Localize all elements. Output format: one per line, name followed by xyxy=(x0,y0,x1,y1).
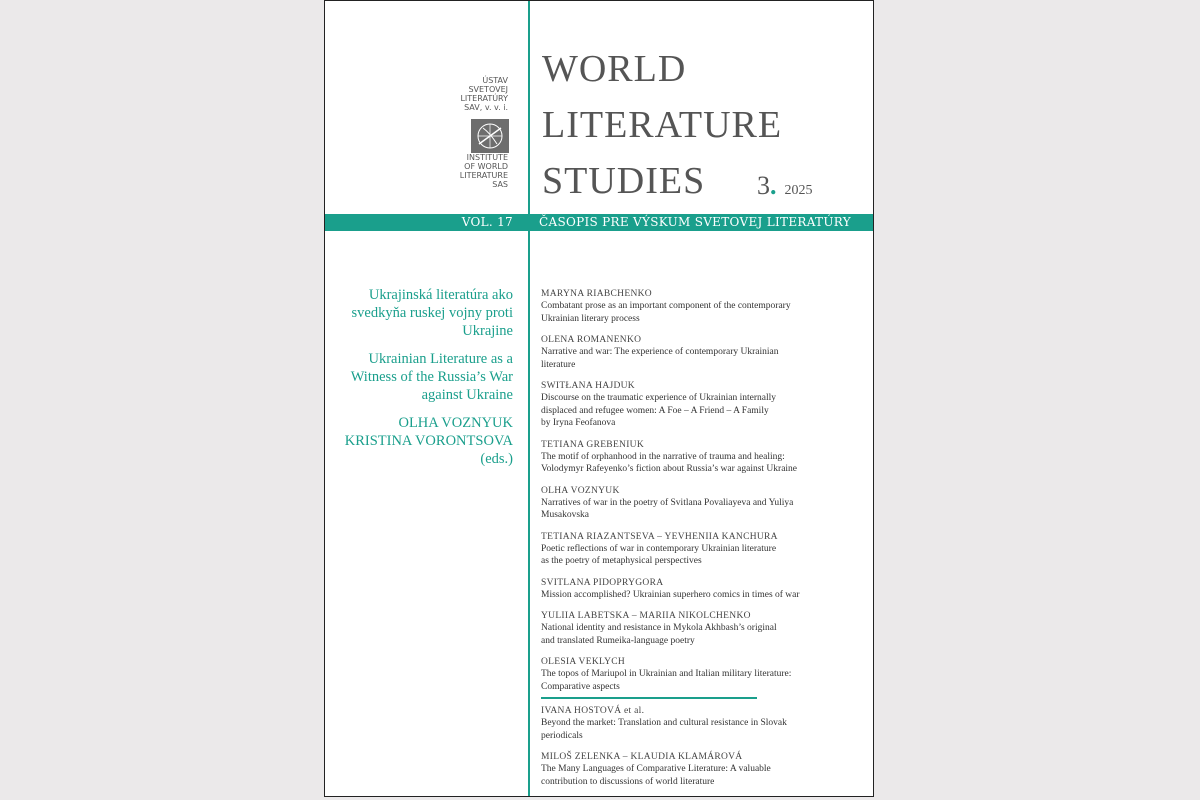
toc-title: The topos of Mariupol in Ukrainian and Italian military literature: Comparative aspects xyxy=(541,669,792,692)
institute-line: SAV, v. v. i. xyxy=(464,103,508,112)
toc-title: Beyond the market: Translation and cultural resistance in Slovak periodicals xyxy=(541,718,787,741)
institute-line: SAS xyxy=(492,180,508,189)
institute-line: LITERATÚRY xyxy=(460,94,508,103)
toc-entry xyxy=(541,485,841,522)
vertical-rule xyxy=(528,1,530,796)
title-band xyxy=(325,214,873,231)
title-line: LITERATURE xyxy=(542,104,783,146)
toc-title: The motif of orphanhood in the narrative of trauma and healing: Volodymyr Rafeyenko’s fiction about Russia’s war against Ukraine xyxy=(541,451,798,474)
institute-name-sk xyxy=(460,76,508,112)
section-divider xyxy=(541,697,757,699)
toc-entry xyxy=(541,577,841,602)
toc-entry xyxy=(541,531,841,568)
issue-dot: . xyxy=(770,171,777,200)
toc-author: OLENA ROMANENKO xyxy=(541,335,642,345)
title-line: WORLD xyxy=(542,48,687,90)
theme-block xyxy=(323,286,513,478)
toc-title: Narratives of war in the poetry of Svitlana Povaliayeva and Yuliya Musakovska xyxy=(541,497,794,520)
issue-label xyxy=(757,171,813,201)
issue-year: 2025 xyxy=(784,183,813,198)
theme-editors: OLHA VOZNYUK KRISTINA VORONTSOVA (eds.) xyxy=(344,415,513,467)
toc-entry xyxy=(541,380,841,430)
institute-line: LITERATURE xyxy=(459,171,508,180)
toc-author: TETIANA GREBENIUK xyxy=(541,439,644,450)
toc-author: SWITŁANA HAJDUK xyxy=(541,381,635,391)
toc-title: National identity and resistance in Mykola Akhbash’s original and translated Rumeika-language poetry xyxy=(541,623,777,646)
toc-author: MARYNA RIABCHENKO xyxy=(541,289,652,299)
toc-author: OLESIA VEKLYCH xyxy=(541,657,626,667)
toc-author: TETIANA RIAZANTSEVA – YEVHENIIA KANCHURA xyxy=(541,531,778,542)
table-of-contents xyxy=(541,288,841,797)
institute-line: INSTITUTE xyxy=(466,153,508,162)
toc-entry xyxy=(541,751,841,788)
toc-title: Narrative and war: The experience of contemporary Ukrainian literature xyxy=(541,347,779,370)
toc-entry xyxy=(541,610,841,647)
toc-author: SVITLANA PIDOPRYGORA xyxy=(541,577,664,588)
toc-title: Mission accomplished? Ukrainian superhero comics in times of war xyxy=(541,589,800,600)
toc-title: The Many Languages of Comparative Literature: A valuable contribution to discussions of world literature xyxy=(541,764,771,787)
toc-title: Poetic reflections of war in contemporary Ukrainian literature as the poetry of metaphysical perspectives xyxy=(541,543,777,566)
toc-author: IVANA HOSTOVÁ et al. xyxy=(541,706,645,716)
journal-subtitle: ČASOPIS PRE VÝSKUM SVETOVEJ LITERATÚRY xyxy=(539,215,851,229)
volume-label: VOL. 17 xyxy=(461,215,513,229)
toc-entry xyxy=(541,656,841,693)
toc-title: Discourse on the traumatic experience of Ukrainian internally displaced and refugee women: A Foe – A Friend – A Family by Iryna Feofanova xyxy=(541,393,777,428)
institute-logo-icon xyxy=(471,119,509,153)
issue-number: 3 xyxy=(757,171,770,200)
toc-entry xyxy=(541,705,841,742)
toc-author: MILOŠ ZELENKA – KLAUDIA KLAMÁROVÁ xyxy=(541,752,743,762)
toc-entry xyxy=(541,439,841,476)
institute-name-en xyxy=(460,153,508,189)
journal-title xyxy=(542,41,782,209)
toc-title: Combatant prose as an important component of the contemporary Ukrainian literary process xyxy=(541,301,791,324)
institute-line: SVETOVEJ xyxy=(468,85,508,94)
institute-line: OF WORLD xyxy=(464,162,508,171)
journal-cover xyxy=(324,0,874,797)
toc-entry xyxy=(541,334,841,371)
toc-entry xyxy=(541,288,841,325)
theme-title-sk: Ukrajinská literatúra ako svedkyňa ruskej vojny proti Ukrajine xyxy=(351,287,513,339)
institute-line: ÚSTAV xyxy=(482,76,508,85)
title-line: STUDIES xyxy=(542,160,706,202)
theme-title-en: Ukrainian Literature as a Witness of the Russia’s War against Ukraine xyxy=(350,351,513,403)
toc-author: YULIIA LABETSKA – MARIIA NIKOLCHENKO xyxy=(541,611,751,621)
toc-author: OLHA VOZNYUK xyxy=(541,485,620,496)
